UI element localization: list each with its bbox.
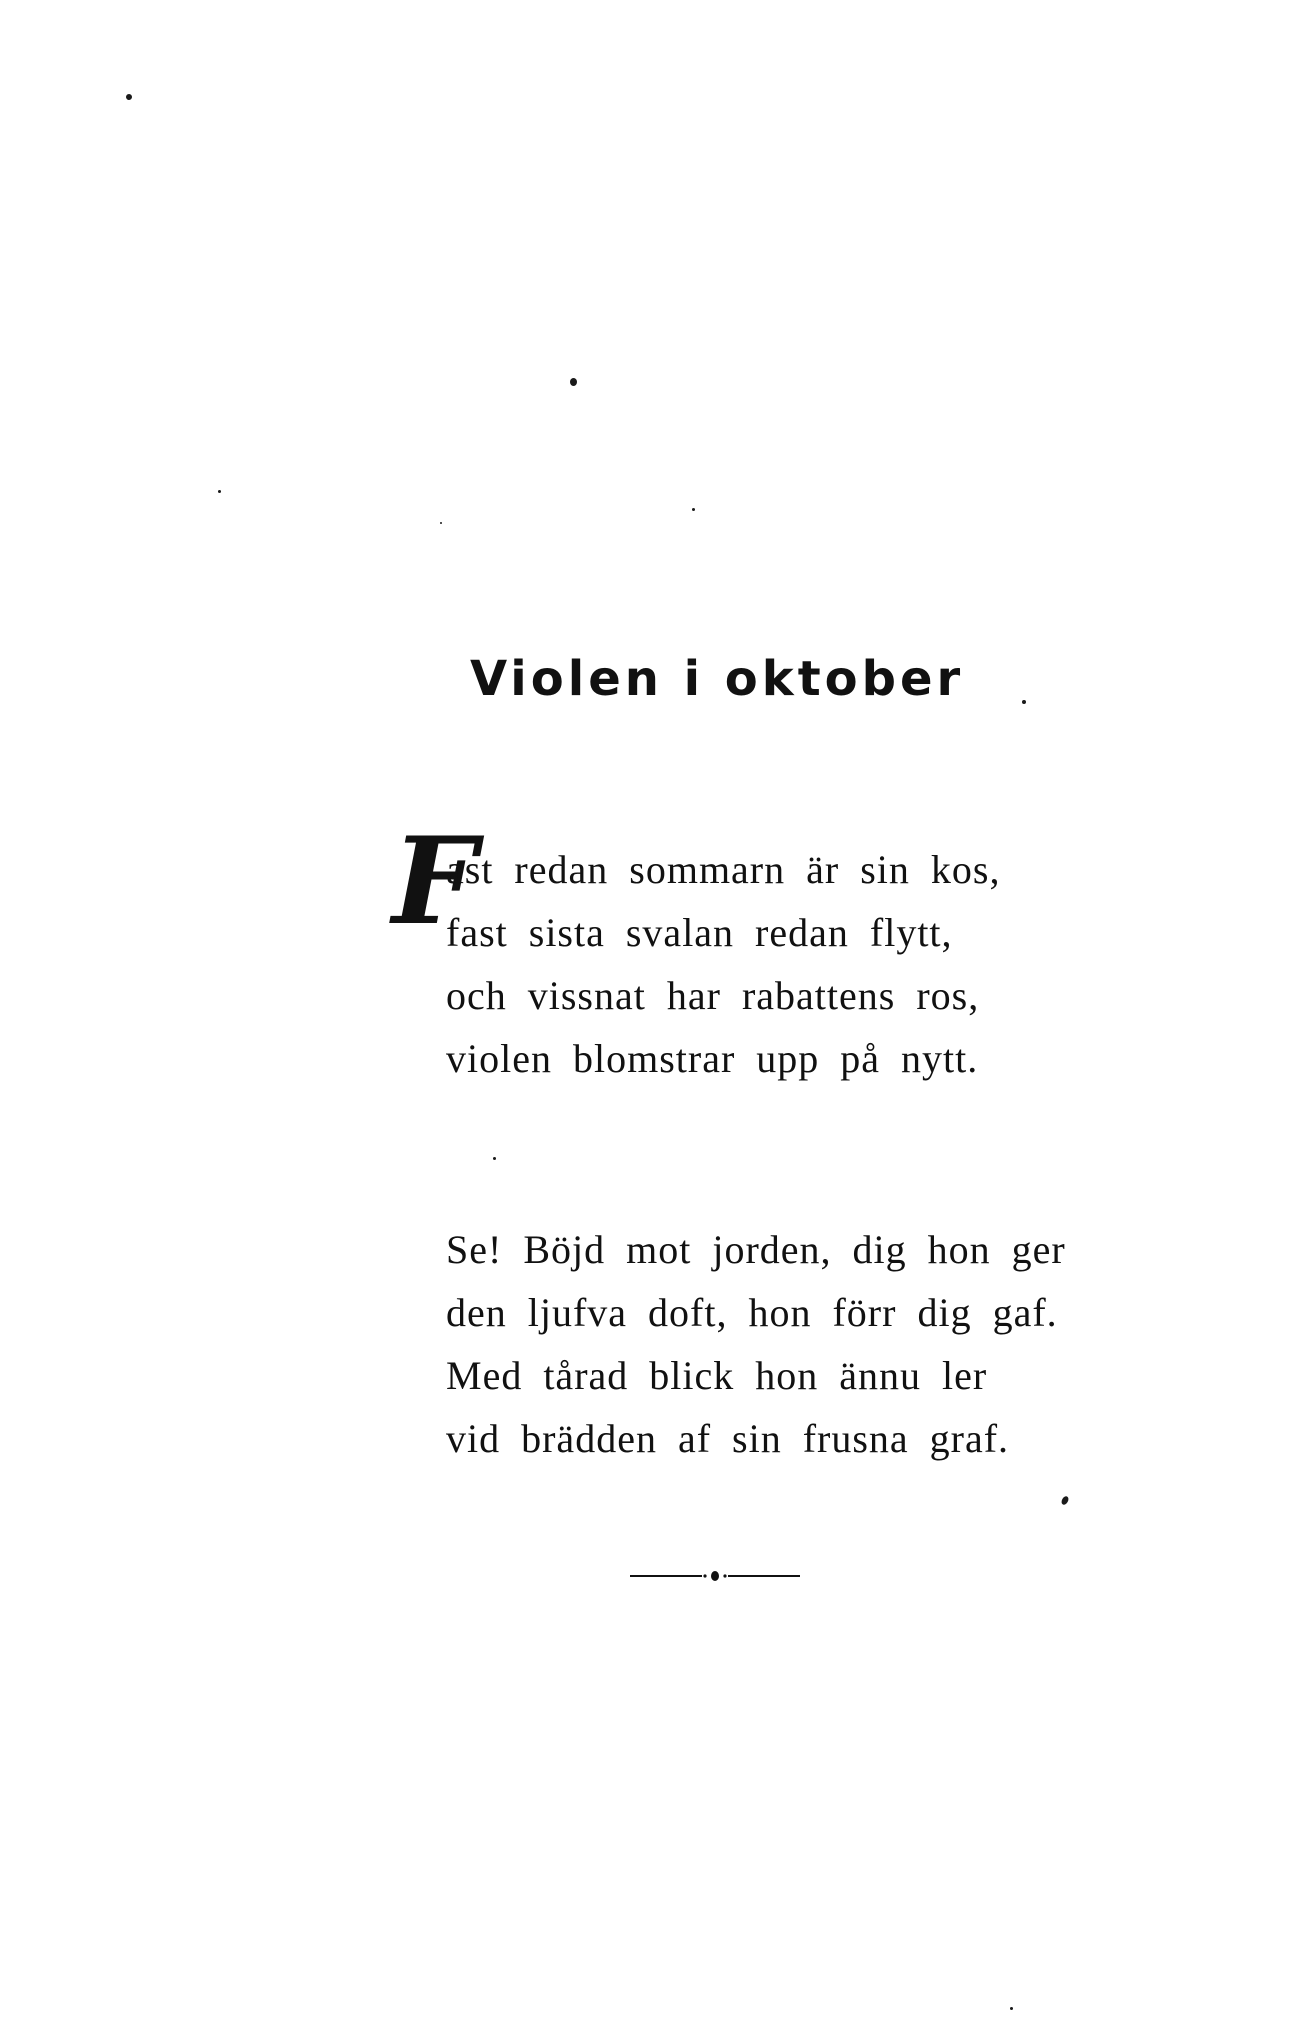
verse-line: och vissnat har rabattens ros, — [446, 973, 980, 1018]
page-speck — [1010, 2007, 1013, 2010]
poem-title: Violen i oktober — [470, 651, 965, 707]
verse-line: den ljufva doft, hon förr dig gaf. — [446, 1290, 1058, 1335]
stanza-2 — [446, 1218, 1066, 1470]
drop-cap: F — [392, 811, 478, 952]
verse-line: vid brädden af sin frusna graf. — [446, 1416, 1010, 1461]
page-speck — [218, 490, 221, 493]
page-speck — [692, 508, 695, 511]
page-speck — [126, 94, 132, 100]
page-speck — [1060, 1495, 1070, 1506]
page-speck — [570, 378, 577, 386]
page-speck — [440, 522, 442, 524]
verse-line: Med tårad blick hon ännu ler — [446, 1353, 988, 1398]
page-speck — [493, 1157, 496, 1160]
page-speck — [1022, 700, 1026, 704]
verse-line: ast redan sommarn är sin kos, — [446, 847, 1001, 892]
stanza-1 — [446, 838, 1000, 1090]
verse-line: Se! Böjd mot jorden, dig hon ger — [446, 1227, 1066, 1272]
verse-line: violen blomstrar upp på nytt. — [446, 1036, 979, 1081]
verse-line: fast sista svalan redan flytt, — [446, 910, 953, 955]
rule-with-dot-ornament-icon — [630, 1570, 800, 1582]
